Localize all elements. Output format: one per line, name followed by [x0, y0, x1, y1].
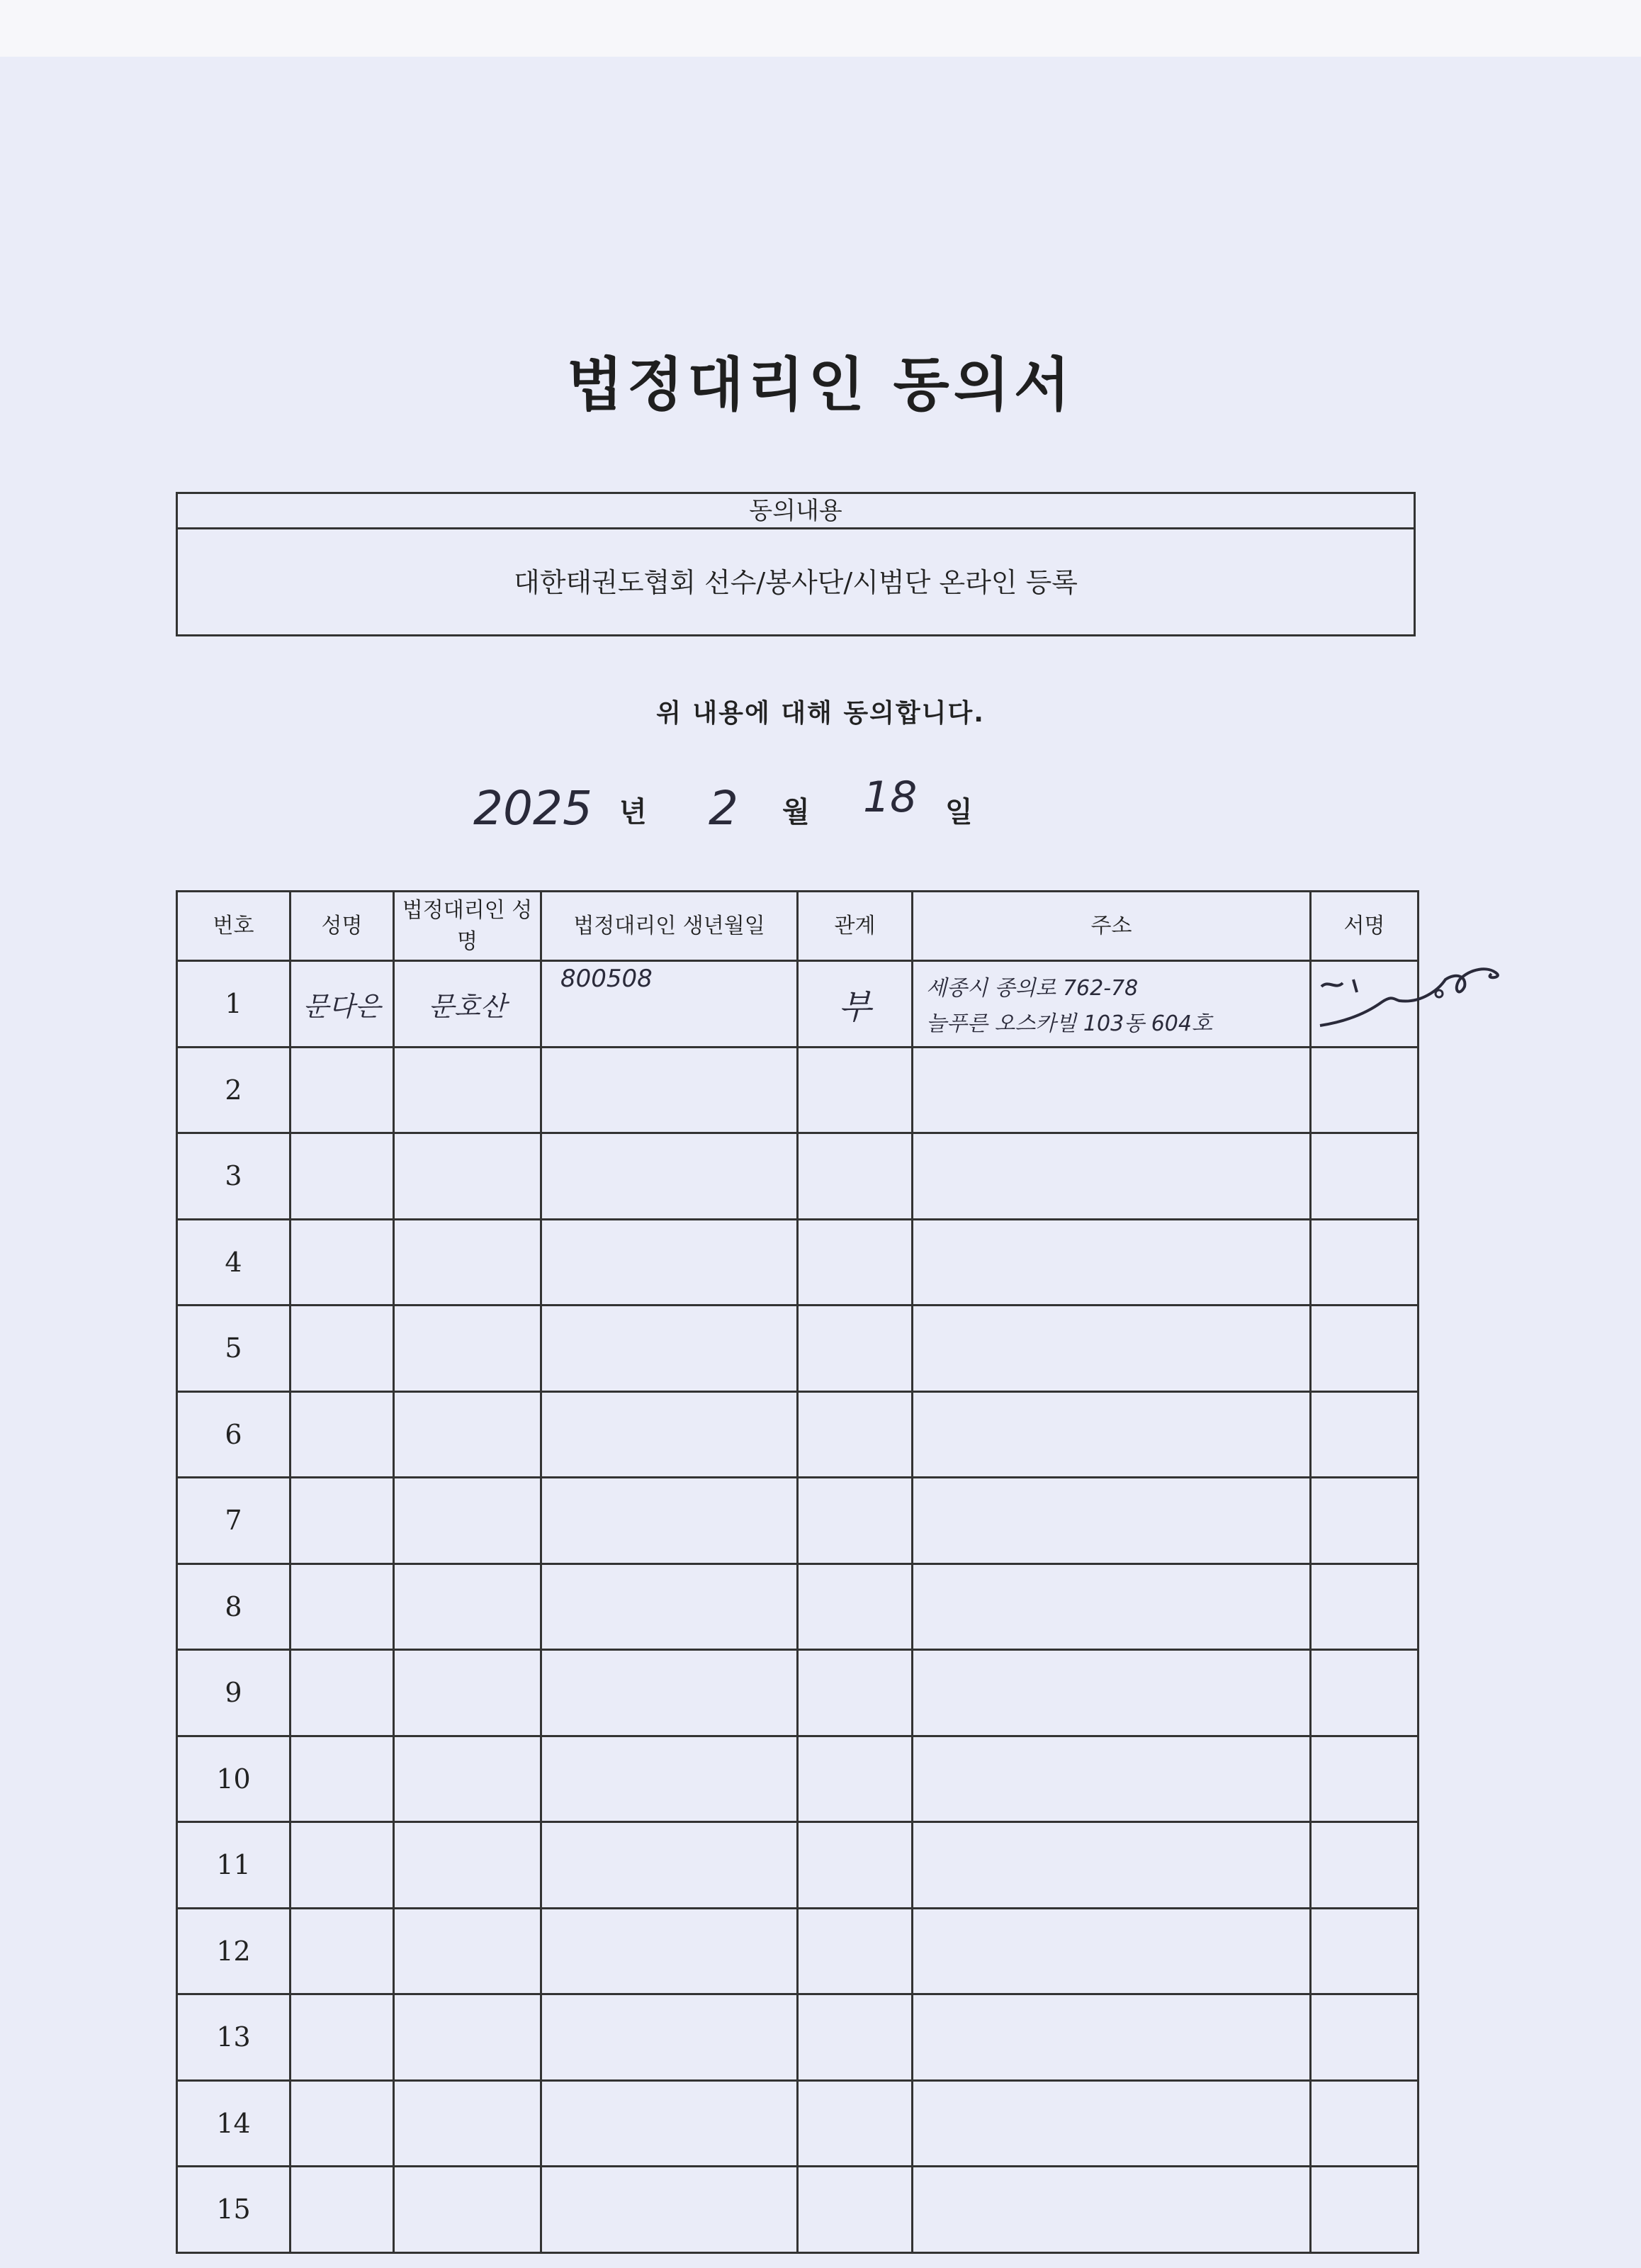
cell-guardian-name — [394, 1736, 541, 1822]
date-month: 2 — [709, 781, 738, 836]
cell-signature — [1311, 1478, 1419, 1564]
agreement-statement: 위 내용에 대해 동의합니다. — [656, 699, 985, 728]
cell-signature — [1311, 1994, 1419, 2081]
cell-address — [913, 1908, 1311, 1994]
row-number: 3 — [177, 1133, 291, 1220]
cell-signature — [1311, 1133, 1419, 1220]
cell-guardian-birth — [541, 1306, 798, 1392]
cell-guardian-birth — [541, 1736, 798, 1822]
row-number: 11 — [177, 1822, 291, 1909]
cell-guardian-birth — [541, 1219, 798, 1306]
cell-guardian-birth — [541, 961, 798, 1048]
consent-box — [176, 492, 1416, 636]
cell-signature — [1311, 1306, 1419, 1392]
cell-address — [913, 961, 1311, 1048]
cell-guardian-birth — [541, 1650, 798, 1736]
cell-relation-value: 부 — [838, 987, 872, 1027]
cell-guardian-name — [394, 1391, 541, 1478]
cell-guardian-birth — [541, 1564, 798, 1650]
cell-name — [291, 1478, 394, 1564]
cell-guardian-name — [394, 1219, 541, 1306]
row-number: 6 — [177, 1391, 291, 1478]
table-row — [177, 1306, 1419, 1392]
table-row — [177, 1736, 1419, 1822]
cell-relation — [798, 1564, 913, 1650]
cell-guardian-name — [394, 1133, 541, 1220]
row-number: 12 — [177, 1908, 291, 1994]
cell-relation — [798, 1047, 913, 1133]
row-number: 2 — [177, 1047, 291, 1133]
cell-relation — [798, 1478, 913, 1564]
row-number: 8 — [177, 1564, 291, 1650]
scan-margin — [0, 0, 1641, 57]
date-day-unit: 일 — [945, 796, 973, 829]
cell-signature — [1311, 1736, 1419, 1822]
cell-guardian-birth — [541, 1994, 798, 2081]
cell-relation — [798, 1650, 913, 1736]
row-number: 13 — [177, 1994, 291, 2081]
cell-name — [291, 1822, 394, 1909]
cell-guardian-birth — [541, 1391, 798, 1478]
cell-guardian-name — [394, 1047, 541, 1133]
cell-relation — [798, 1994, 913, 2081]
cell-relation — [798, 1822, 913, 1909]
cell-guardian-birth — [541, 2080, 798, 2167]
cell-signature — [1311, 1564, 1419, 1650]
cell-name — [291, 1047, 394, 1133]
cell-guardian-birth — [541, 1822, 798, 1909]
consent-content: 대한태권도협회 선수/봉사단/시범단 온라인 등록 — [513, 567, 1078, 598]
date-month-unit: 월 — [782, 796, 810, 829]
table-row — [177, 1047, 1419, 1133]
cell-name — [291, 2167, 394, 2253]
cell-address — [913, 1219, 1311, 1306]
cell-relation — [798, 1736, 913, 1822]
cell-name — [291, 1736, 394, 1822]
cell-signature — [1311, 1908, 1419, 1994]
table-header-row — [177, 892, 1419, 961]
cell-relation — [798, 961, 913, 1048]
address-line-1: 세종시 종의로 762-78 — [926, 976, 1139, 1001]
cell-name — [291, 1391, 394, 1478]
cell-name — [291, 1564, 394, 1650]
header-relation: 관계 — [798, 892, 913, 961]
cell-guardian-birth — [541, 1908, 798, 1994]
cell-address — [913, 1478, 1311, 1564]
cell-guardian-birth — [541, 1478, 798, 1564]
cell-name-value: 문다은 — [303, 990, 381, 1022]
cell-name — [291, 1650, 394, 1736]
header-address: 주소 — [913, 892, 1311, 961]
cell-address — [913, 1822, 1311, 1909]
cell-relation — [798, 1306, 913, 1392]
cell-name — [291, 1133, 394, 1220]
cell-guardian-birth — [541, 2167, 798, 2253]
cell-relation — [798, 1908, 913, 1994]
cell-guardian-name — [394, 1994, 541, 2081]
cell-address — [913, 1306, 1311, 1392]
address-line-2: 늘푸른 오스카빌 103동 604호 — [926, 1011, 1212, 1037]
table-row — [177, 1391, 1419, 1478]
table-row — [177, 1908, 1419, 1994]
table-row — [177, 1650, 1419, 1736]
cell-name — [291, 1219, 394, 1306]
cell-guardian-birth-value: 800508 — [560, 965, 653, 993]
cell-name — [291, 1908, 394, 1994]
row-number: 4 — [177, 1219, 291, 1306]
cell-address — [913, 1564, 1311, 1650]
cell-name — [291, 2080, 394, 2167]
row-number: 14 — [177, 2080, 291, 2167]
cell-relation — [798, 2080, 913, 2167]
date-day: 18 — [863, 773, 918, 822]
table-row — [177, 1133, 1419, 1220]
cell-relation — [798, 1391, 913, 1478]
cell-relation — [798, 1219, 913, 1306]
cell-guardian-name — [394, 961, 541, 1048]
table-row — [177, 1564, 1419, 1650]
guardian-signature — [1314, 958, 1513, 1050]
cell-guardian-name — [394, 2080, 541, 2167]
table-row — [177, 2080, 1419, 2167]
table-row — [177, 1478, 1419, 1564]
row-number: 15 — [177, 2167, 291, 2253]
header-guardian-name: 법정대리인 성명 — [394, 892, 541, 961]
cell-address — [913, 2167, 1311, 2253]
table-row — [177, 1822, 1419, 1909]
cell-relation — [798, 1133, 913, 1220]
cell-signature — [1311, 2167, 1419, 2253]
table-row — [177, 1994, 1419, 2081]
cell-address — [913, 1133, 1311, 1220]
cell-signature — [1311, 1047, 1419, 1133]
cell-name — [291, 1306, 394, 1392]
registration-table — [176, 890, 1419, 2254]
date-line — [0, 773, 1641, 841]
row-number: 10 — [177, 1736, 291, 1822]
cell-relation — [798, 2167, 913, 2253]
row-number: 7 — [177, 1478, 291, 1564]
cell-address — [913, 1736, 1311, 1822]
cell-address — [913, 1650, 1311, 1736]
date-year: 2025 — [473, 781, 592, 836]
row-number: 9 — [177, 1650, 291, 1736]
cell-guardian-name — [394, 1564, 541, 1650]
row-number: 1 — [177, 961, 291, 1048]
cell-guardian-birth — [541, 1047, 798, 1133]
cell-signature — [1311, 1391, 1419, 1478]
cell-address — [913, 1994, 1311, 2081]
document-title: 법정대리인 동의서 — [566, 352, 1075, 419]
header-name: 성명 — [291, 892, 394, 961]
cell-signature — [1311, 1650, 1419, 1736]
date-year-unit: 년 — [619, 796, 647, 829]
cell-guardian-name — [394, 1478, 541, 1564]
header-signature: 서명 — [1311, 892, 1419, 961]
cell-guardian-name — [394, 1650, 541, 1736]
cell-guardian-name — [394, 1908, 541, 1994]
cell-guardian-birth — [541, 1133, 798, 1220]
cell-signature — [1311, 2080, 1419, 2167]
row-number: 5 — [177, 1306, 291, 1392]
cell-signature — [1311, 1822, 1419, 1909]
table-row — [177, 961, 1419, 1048]
cell-address — [913, 1047, 1311, 1133]
cell-guardian-name-value: 문호산 — [428, 990, 507, 1022]
cell-address — [913, 1391, 1311, 1478]
consent-header: 동의내용 — [178, 494, 1414, 529]
table-row — [177, 1219, 1419, 1306]
cell-signature — [1311, 1219, 1419, 1306]
cell-guardian-name — [394, 1822, 541, 1909]
cell-name — [291, 961, 394, 1048]
cell-guardian-name — [394, 2167, 541, 2253]
cell-name — [291, 1994, 394, 2081]
cell-guardian-name — [394, 1306, 541, 1392]
table-row — [177, 2167, 1419, 2253]
cell-address — [913, 2080, 1311, 2167]
header-no: 번호 — [177, 892, 291, 961]
header-guardian-birth: 법정대리인 생년월일 — [541, 892, 798, 961]
